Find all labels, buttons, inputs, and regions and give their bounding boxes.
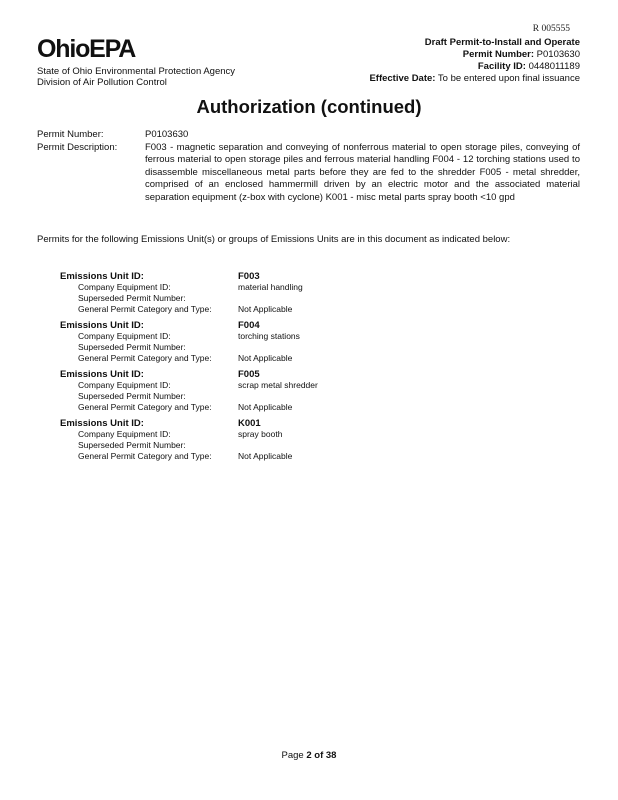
reference-number: R 005555	[532, 24, 570, 34]
header-permit-info	[369, 37, 580, 85]
unit-id-value: F005	[238, 369, 260, 380]
equipment-id-value: torching stations	[238, 331, 300, 341]
emissions-unit	[60, 320, 318, 364]
doc-type: Draft Permit-to-Install and Operate	[424, 37, 580, 48]
effective-date-value: To be entered upon final issuance	[437, 73, 580, 84]
permit-number-label: Permit Number:	[37, 129, 104, 140]
unit-id-value: F004	[238, 320, 260, 331]
page-word: Page	[281, 750, 304, 761]
permit-description-label: Permit Description:	[37, 141, 118, 153]
equipment-id-label: Company Equipment ID:	[78, 282, 171, 292]
permit-info	[37, 129, 580, 204]
unit-id-label: Emissions Unit ID:	[60, 320, 144, 331]
page-footer	[0, 750, 618, 761]
intro-paragraph: Permits for the following Emissions Unit(s) or groups of Emissions Units are in this document as indicated below:	[37, 234, 511, 245]
of-word: of	[314, 750, 324, 761]
superseded-label: Superseded Permit Number:	[78, 342, 186, 352]
general-permit-value: Not Applicable	[238, 304, 293, 314]
ohio-epa-logo: OhioEPA	[37, 35, 136, 63]
permit-number-value: P0103630	[145, 129, 189, 140]
permit-number-value: P0103630	[536, 49, 580, 60]
emissions-unit	[60, 271, 318, 315]
equipment-id-value: material handling	[238, 282, 303, 292]
agency-name	[37, 66, 235, 88]
general-permit-label: General Permit Category and Type:	[78, 304, 212, 314]
permit-number-label: Permit Number:	[462, 49, 535, 60]
general-permit-label: General Permit Category and Type:	[78, 353, 212, 363]
general-permit-value: Not Applicable	[238, 353, 293, 363]
unit-id-label: Emissions Unit ID:	[60, 418, 144, 429]
equipment-id-label: Company Equipment ID:	[78, 380, 171, 390]
unit-id-label: Emissions Unit ID:	[60, 369, 144, 380]
permit-description-value: F003 - magnetic separation and conveying of nonferrous material to open storage piles, conveying of ferrous material to open storage piles and ferrous material handling F004 - 12 torching stations used to disassemble miscellaneous metal parts before they are fed to the shredder F005 - metal shredder, comprised of an enclosed hammermill driven by an electric motor and the associated material separation equipment (z-box with cyclone) K001 - misc metal parts spray booth <10 gpd	[145, 141, 580, 203]
general-permit-label: General Permit Category and Type:	[78, 451, 212, 461]
general-permit-value: Not Applicable	[238, 451, 293, 461]
emissions-unit	[60, 369, 318, 413]
agency-line-1: State of Ohio Environmental Protection Agency	[37, 66, 236, 77]
unit-id-value: F003	[238, 271, 260, 282]
effective-date-label: Effective Date:	[369, 73, 436, 84]
page-title: Authorization (continued)	[196, 96, 422, 117]
facility-id-value: 0448011189	[528, 61, 580, 72]
page-total: 38	[325, 750, 337, 761]
agency-line-2: Division of Air Pollution Control	[37, 77, 167, 88]
equipment-id-value: scrap metal shredder	[238, 380, 318, 390]
equipment-id-label: Company Equipment ID:	[78, 331, 171, 341]
emissions-unit	[60, 418, 318, 462]
unit-id-label: Emissions Unit ID:	[60, 271, 144, 282]
superseded-label: Superseded Permit Number:	[78, 440, 186, 450]
facility-id-label: Facility ID:	[477, 61, 526, 72]
equipment-id-label: Company Equipment ID:	[78, 429, 171, 439]
page-number: 2	[306, 750, 312, 761]
unit-id-value: K001	[238, 418, 261, 429]
emissions-units-list	[60, 271, 318, 467]
superseded-label: Superseded Permit Number:	[78, 293, 186, 303]
superseded-label: Superseded Permit Number:	[78, 391, 186, 401]
general-permit-value: Not Applicable	[238, 402, 293, 412]
general-permit-label: General Permit Category and Type:	[78, 402, 212, 412]
equipment-id-value: spray booth	[238, 429, 283, 439]
